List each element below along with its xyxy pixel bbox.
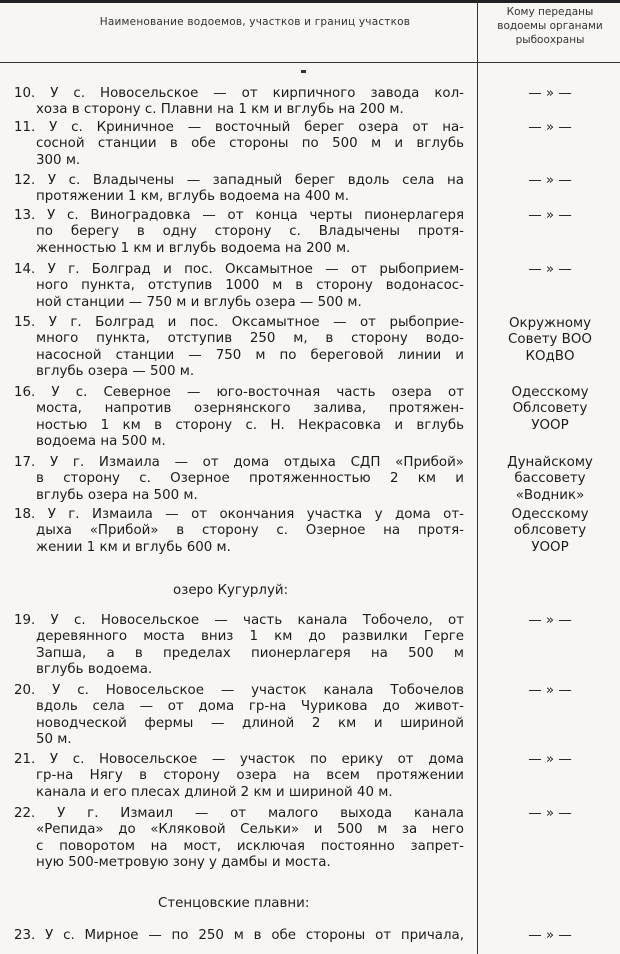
responsible-body bbox=[480, 806, 620, 822]
entry-line: моста, напротив озернянского залива, протяжен- bbox=[36, 401, 464, 417]
top-rule bbox=[0, 0, 620, 3]
entry-line: деревянного моста вниз 1 км до развилки Герге bbox=[36, 629, 464, 645]
responsible-body-line: — » — bbox=[528, 806, 572, 821]
responsible-body bbox=[480, 86, 620, 102]
list-item bbox=[14, 120, 464, 169]
responsible-body-line: — » — bbox=[528, 683, 572, 698]
entry-line: 13. У с. Виноградовка — от конца черты пионерлагеря bbox=[14, 208, 464, 223]
entry-line: 22. У г. Измаил — от малого выхода канала bbox=[14, 806, 464, 821]
list-item bbox=[14, 262, 464, 311]
responsible-body bbox=[480, 173, 620, 189]
entry-line: вглубь озера — 500 м. bbox=[36, 364, 195, 380]
entry-line: жении 1 км и вглубь 600 м. bbox=[36, 539, 231, 555]
entry-line: 300 м. bbox=[36, 152, 81, 168]
entry-line: 20. У с. Новосельское — участок канала Тобочелов bbox=[14, 683, 464, 698]
entry-line: ностью 1 км в сторону с. Н. Некрасовка и вглубь bbox=[36, 417, 464, 433]
list-item bbox=[14, 455, 464, 504]
column-header-right bbox=[480, 5, 620, 47]
entry-line: 14. У г. Болград и пос. Оксамытное — от рыбоприем- bbox=[14, 262, 464, 277]
responsible-body-line: «Водник» bbox=[515, 487, 585, 503]
responsible-body-line: УООР bbox=[531, 539, 569, 555]
entry-line: гр-на Нягу в сторону озера на всем протяжении bbox=[36, 768, 464, 784]
entry-line: с поворотом на мост, исключая постоянно запрет- bbox=[36, 838, 464, 854]
list-item bbox=[14, 86, 464, 119]
list-item bbox=[14, 752, 464, 801]
entry-line: протяжении 1 км, вглубь водоема на 400 м. bbox=[36, 189, 350, 205]
entry-line: ного пункта, отступив 1000 м в сторону водонасос- bbox=[36, 278, 464, 294]
column-header-right-line: рыбоохраны bbox=[515, 34, 585, 46]
print-mark bbox=[301, 70, 306, 73]
list-item bbox=[14, 806, 464, 872]
entry-line: 23. У с. Мирное — по 250 м в обе стороны от причала, bbox=[14, 928, 464, 943]
entry-line: ную 500-метровую зону у дамбы и моста. bbox=[36, 855, 331, 871]
entry-line: 50 м. bbox=[36, 732, 72, 748]
list-item bbox=[14, 315, 464, 381]
responsible-body-line: — » — bbox=[528, 752, 572, 767]
responsible-body-line: облсовету bbox=[513, 523, 587, 539]
responsible-body bbox=[480, 120, 620, 136]
entry-line: 10. У с. Новосельское — от кирпичного завода кол- bbox=[14, 86, 464, 101]
list-item bbox=[14, 385, 464, 451]
list-item bbox=[14, 928, 464, 944]
list-item bbox=[14, 173, 464, 206]
entry-line: сосной станции в обе стороны по 500 м и вглубь bbox=[36, 136, 464, 152]
entry-line: 16. У с. Северное — юго-восточная часть озера от bbox=[14, 385, 464, 400]
responsible-body bbox=[480, 262, 620, 278]
responsible-body-line: Дунайскому bbox=[507, 455, 593, 470]
entry-line: вглубь озера на 500 м. bbox=[36, 487, 198, 503]
responsible-body-line: — » — bbox=[528, 120, 572, 135]
responsible-body-line: бассовету bbox=[514, 471, 586, 487]
responsible-body bbox=[480, 613, 620, 629]
entry-line: насосной станции — 750 м по береговой линии и bbox=[36, 347, 464, 363]
responsible-body-line: УООР bbox=[531, 417, 569, 433]
entry-line: водоема на 500 м. bbox=[36, 434, 166, 450]
entry-line: вдоль села — от дома гр-на Чурикова до живот- bbox=[36, 699, 464, 715]
responsible-body-line: — » — bbox=[528, 86, 572, 101]
entry-line: хоза в сторону с. Плавни на 1 км и вглубь на 200 м. bbox=[36, 102, 404, 118]
responsible-body bbox=[480, 208, 620, 224]
entry-line: «Репида» до «Кляковой Сельки» и 500 м за него bbox=[36, 822, 464, 838]
responsible-body-line: — » — bbox=[528, 208, 572, 223]
entry-line: 21. У с. Новосельское — участок по ерику от дома bbox=[14, 752, 464, 767]
entry-line: ной станции — 750 м и вглубь озера — 500 м. bbox=[36, 294, 362, 310]
entry-line: в сторону с. Озерное протяженностью 2 км и bbox=[36, 471, 464, 487]
column-header-left: Наименование водоемов, участков и границ участков bbox=[99, 16, 411, 28]
responsible-body-line: — » — bbox=[528, 928, 572, 943]
responsible-body bbox=[480, 683, 620, 699]
entry-line: 17. У г. Измаила — от дома отдыха СДП «Прибой» bbox=[14, 455, 464, 470]
responsible-body-line: Облсовету bbox=[512, 401, 588, 417]
entry-line: 12. У с. Владычены — западный берег вдоль села на bbox=[14, 173, 464, 188]
responsible-body-line: Окружному bbox=[508, 316, 592, 331]
list-item bbox=[14, 507, 464, 556]
list-item bbox=[14, 683, 464, 749]
responsible-body-line: — » — bbox=[528, 613, 572, 628]
entry-line: 11. У с. Криничное — восточный берег озера от на- bbox=[14, 120, 464, 135]
entry-line: Запша, а в пределах пионерлагеря на 500 м bbox=[36, 645, 464, 661]
responsible-body bbox=[480, 928, 620, 944]
list-item bbox=[14, 613, 464, 679]
header-rule bbox=[0, 62, 620, 63]
entry-line: дыха «Прибой» в сторону с. Озерное на протя- bbox=[36, 523, 464, 539]
responsible-body-line: Одесскому bbox=[511, 507, 589, 522]
entry-line: 18. У г. Измаила — от окончания участка у дома от- bbox=[14, 507, 464, 522]
entry-line: канала и его плесах длиной 2 км и шириной 40 м. bbox=[36, 784, 393, 800]
responsible-body bbox=[480, 316, 620, 365]
entry-line: много пункта, отступив 250 м, в сторону водо- bbox=[36, 331, 464, 347]
column-header-right-line: Кому переданы bbox=[506, 6, 594, 18]
section-heading: Стенцовские плавни: bbox=[158, 896, 310, 911]
entry-line: 19. У с. Новосельское — часть канала Тобочело, от bbox=[14, 613, 464, 628]
responsible-body bbox=[480, 507, 620, 556]
responsible-body bbox=[480, 455, 620, 504]
entry-line: вглубь водоема. bbox=[36, 662, 153, 678]
entry-line: новодческой фермы — длиной 2 км и шириной bbox=[36, 715, 464, 731]
responsible-body-line: Совету ВОО bbox=[508, 332, 592, 348]
column-header-right-line: водоемы органами bbox=[497, 20, 603, 32]
section-heading: озеро Кугурлуй: bbox=[173, 583, 289, 598]
entry-line: женностью 1 км и вглубь водоема на 200 м. bbox=[36, 240, 351, 256]
entry-line: по берегу в одну сторону с. Владычены протя- bbox=[36, 224, 464, 240]
responsible-body bbox=[480, 752, 620, 768]
entry-line: 15. У г. Болград и пос. Оксамытное — от рыбоприе- bbox=[14, 315, 464, 330]
responsible-body-line: — » — bbox=[528, 262, 572, 277]
responsible-body bbox=[480, 385, 620, 434]
responsible-body-line: — » — bbox=[528, 173, 572, 188]
list-item bbox=[14, 208, 464, 257]
responsible-body-line: Одесскому bbox=[511, 385, 589, 400]
responsible-body-line: КОдВО bbox=[525, 348, 575, 364]
column-divider bbox=[477, 0, 478, 954]
